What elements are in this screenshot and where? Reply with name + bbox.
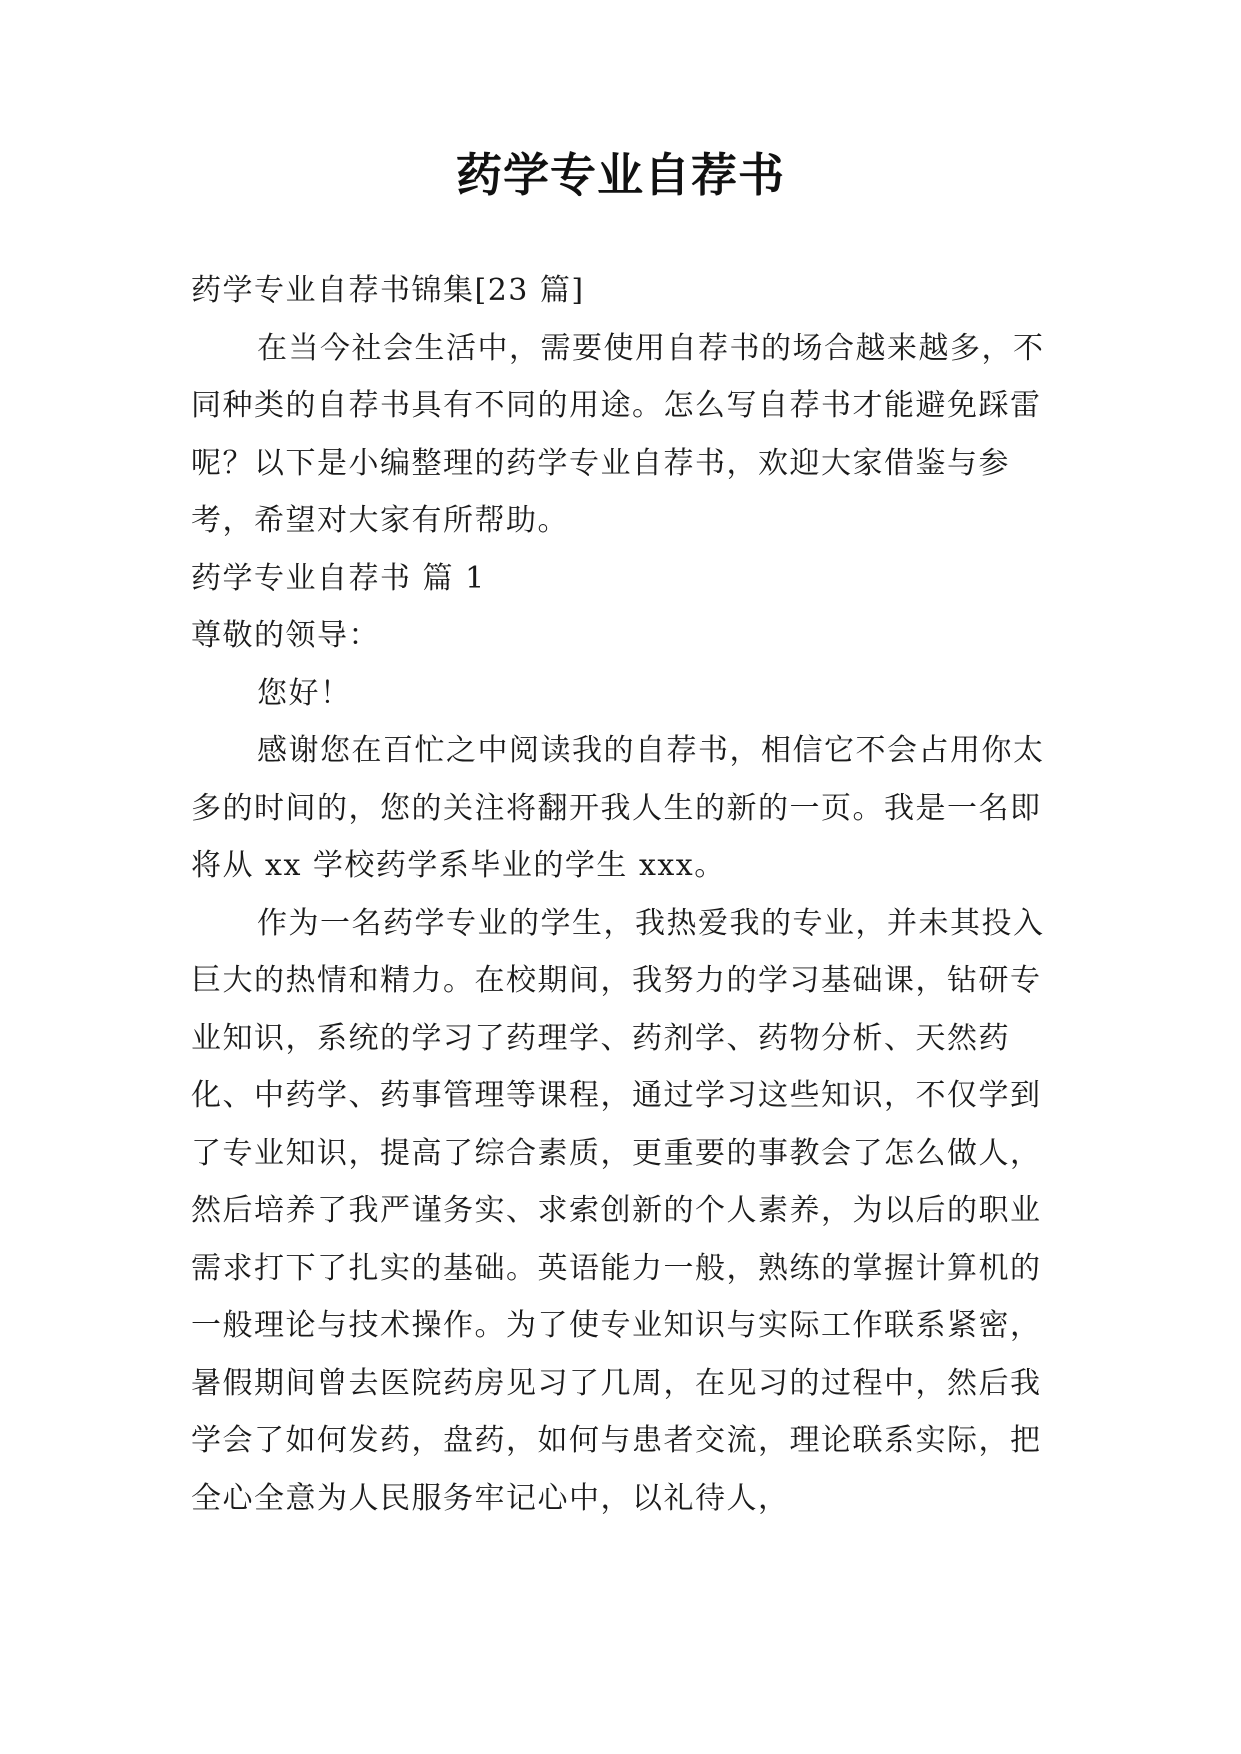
document-body — [191, 262, 1071, 1527]
paragraph-salutation: 尊敬的领导： — [191, 618, 380, 653]
paragraph-collection-heading: 药学专业自荐书锦集[23 篇] — [191, 273, 585, 308]
paragraph-greeting: 您好！ — [257, 675, 352, 711]
paragraph-study: 作为一名药学专业的学生，我热爱我的专业，并未其投入巨大的热情和精力。在校期间，我努力的学习基础课，钻研专业知识，系统的学习了药理学、药剂学、药物分析、天然药化、中药学、药事管理等课程，通过学习这些知识，不仅学到了专业知识，提高了综合素质，更重要的事教会了怎么做人，然后培养了我严谨务实、求索创新的个人素养，为以后的职业需求打下了扎实的基础。英语能力一般，熟练的掌握计算机的一般理论与技术操作。为了使专业知识与实际工作联系紧密，暑假期间曾去医院药房见习了几周，在见习的过程中，然后我学会了如何发药，盘药，如何与患者交流，理论联系实际，把全心全意为人民服务牢记心中，以礼待人， — [191, 905, 1045, 1516]
paragraph-intro: 在当今社会生活中，需要使用自荐书的场合越来越多，不同种类的自荐书具有不同的用途。怎么写自荐书才能避免踩雷呢？以下是小编整理的药学专业自荐书，欢迎大家借鉴与参考，希望对大家有所帮助。 — [191, 330, 1045, 538]
paragraph-thanks: 感谢您在百忙之中阅读我的自荐书，相信它不会占用你太多的时间的，您的关注将翻开我人生的新的一页。我是一名即将从 xx 学校药学系毕业的学生 xxx。 — [191, 733, 1045, 883]
paragraph-section-heading: 药学专业自荐书 篇 1 — [191, 560, 486, 596]
document-title: 药学专业自荐书 — [456, 148, 785, 202]
